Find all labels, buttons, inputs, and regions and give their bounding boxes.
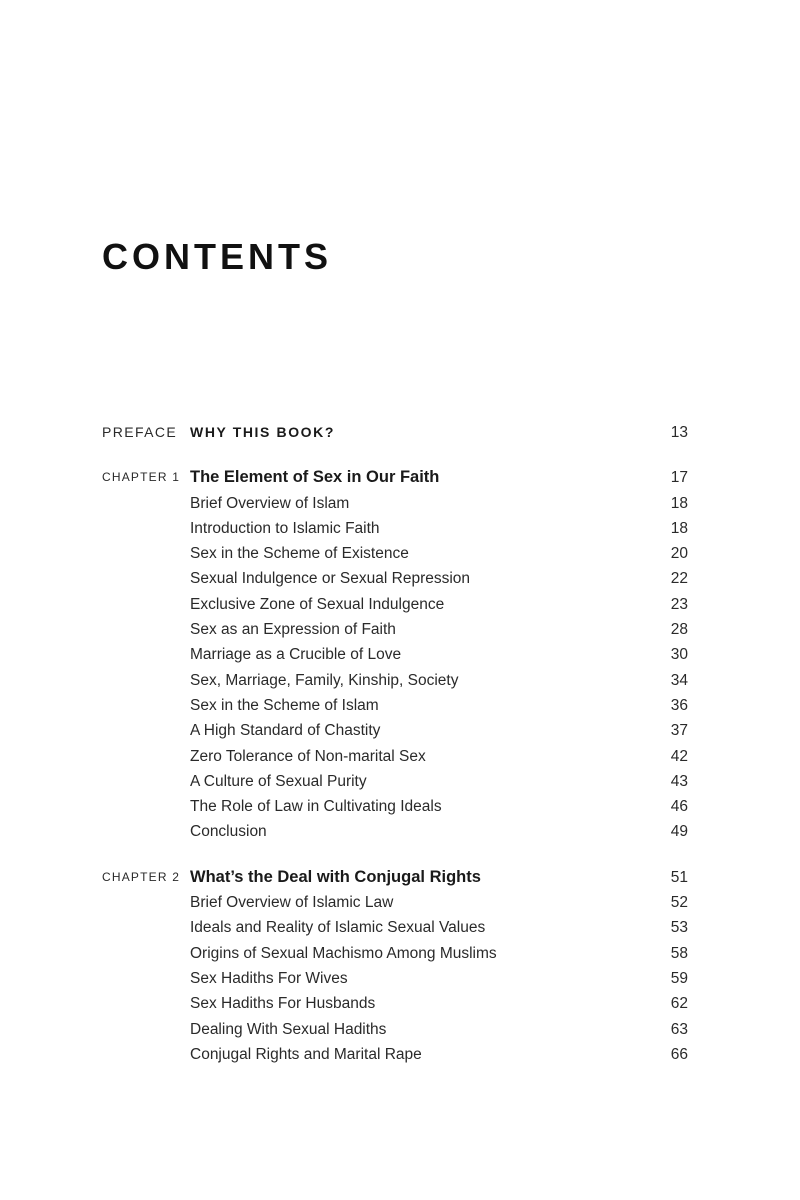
entry-page-number: 62 [670,995,688,1013]
toc-entry[interactable] [102,744,688,769]
entry-title: Dealing With Sexual Hadiths [190,1020,387,1038]
chapter-1-label: CHAPTER 1 [102,470,181,485]
toc-entry[interactable] [102,516,688,541]
toc-entry[interactable] [102,794,688,819]
entry-title: Marriage as a Crucible of Love [190,646,402,664]
toc-entry[interactable] [102,941,688,966]
chapter-1-section [102,465,688,844]
section-spacer [102,845,688,865]
entry-page-number: 42 [670,747,688,765]
entry-page-number: 20 [670,545,688,563]
toc-entry[interactable] [102,718,688,743]
entry-page-number: 63 [670,1020,688,1038]
chapter-1-heading-row[interactable] [102,465,688,490]
entry-page-number: 18 [670,519,688,537]
chapter-2-section [102,865,688,1067]
section-spacer [102,445,688,465]
entry-title: Sex Hadiths For Husbands [190,995,376,1013]
preface-section [102,420,688,445]
toc-entry[interactable] [102,541,688,566]
entry-page-number: 18 [670,494,688,512]
entry-title: Ideals and Reality of Islamic Sexual Values [190,919,486,937]
entry-page-number: 28 [670,621,688,639]
entry-title: Conjugal Rights and Marital Rape [190,1045,422,1063]
toc-entry[interactable] [102,966,688,991]
entry-page-number: 43 [670,772,688,790]
preface-title: WHY THIS BOOK? [190,424,336,440]
entry-page-number: 53 [670,919,688,937]
chapter-1-page-number: 17 [670,469,688,487]
entry-title: Sex as an Expression of Faith [190,621,396,639]
toc-entry[interactable] [102,819,688,844]
entry-title: The Role of Law in Cultivating Ideals [190,798,442,816]
entry-title: Zero Tolerance of Non-marital Sex [190,747,426,765]
entry-page-number: 59 [670,969,688,987]
toc-entry[interactable] [102,617,688,642]
entry-page-number: 34 [670,671,688,689]
toc-entry[interactable] [102,1042,688,1067]
entry-title: Sex in the Scheme of Existence [190,545,409,563]
chapter-2-label: CHAPTER 2 [102,869,181,884]
toc-entry[interactable] [102,668,688,693]
entry-page-number: 58 [670,944,688,962]
entry-page-number: 52 [670,894,688,912]
page-title: CONTENTS [102,236,332,277]
entry-title: Introduction to Islamic Faith [190,519,380,537]
chapter-1-title: The Element of Sex in Our Faith [190,468,440,487]
toc-entry[interactable] [102,1017,688,1042]
preface-heading-row[interactable] [102,420,688,445]
chapter-2-heading-row[interactable] [102,865,688,890]
entry-page-number: 37 [670,722,688,740]
entry-page-number: 30 [670,646,688,664]
entry-title: Origins of Sexual Machismo Among Muslims [190,944,497,962]
toc-entry[interactable] [102,592,688,617]
entry-title: Sex in the Scheme of Islam [190,696,379,714]
entry-title: Brief Overview of Islamic Law [190,894,394,912]
toc-entry[interactable] [102,693,688,718]
entry-page-number: 36 [670,696,688,714]
preface-label: PREFACE [102,424,178,440]
chapter-2-title: What’s the Deal with Conjugal Rights [190,867,481,886]
toc-entry[interactable] [102,642,688,667]
entry-title: Sex, Marriage, Family, Kinship, Society [190,671,459,689]
entry-page-number: 66 [670,1045,688,1063]
toc-entry[interactable] [102,991,688,1016]
entry-page-number: 23 [670,595,688,613]
entry-title: Sex Hadiths For Wives [190,969,348,987]
entry-page-number: 22 [670,570,688,588]
entry-title: Exclusive Zone of Sexual Indulgence [190,595,445,613]
entry-page-number: 49 [670,823,688,841]
entry-page-number: 46 [670,798,688,816]
entry-title: Brief Overview of Islam [190,494,350,512]
toc-entry[interactable] [102,491,688,516]
toc-entry[interactable] [102,890,688,915]
table-of-contents [102,420,688,1067]
entry-title: Conclusion [190,823,267,841]
toc-entry[interactable] [102,915,688,940]
preface-page-number: 13 [670,424,688,441]
toc-entry[interactable] [102,769,688,794]
chapter-2-page-number: 51 [670,868,688,886]
entry-title: Sexual Indulgence or Sexual Repression [190,570,471,588]
toc-entry[interactable] [102,566,688,591]
entry-title: A Culture of Sexual Purity [190,772,367,790]
entry-title: A High Standard of Chastity [190,722,381,740]
